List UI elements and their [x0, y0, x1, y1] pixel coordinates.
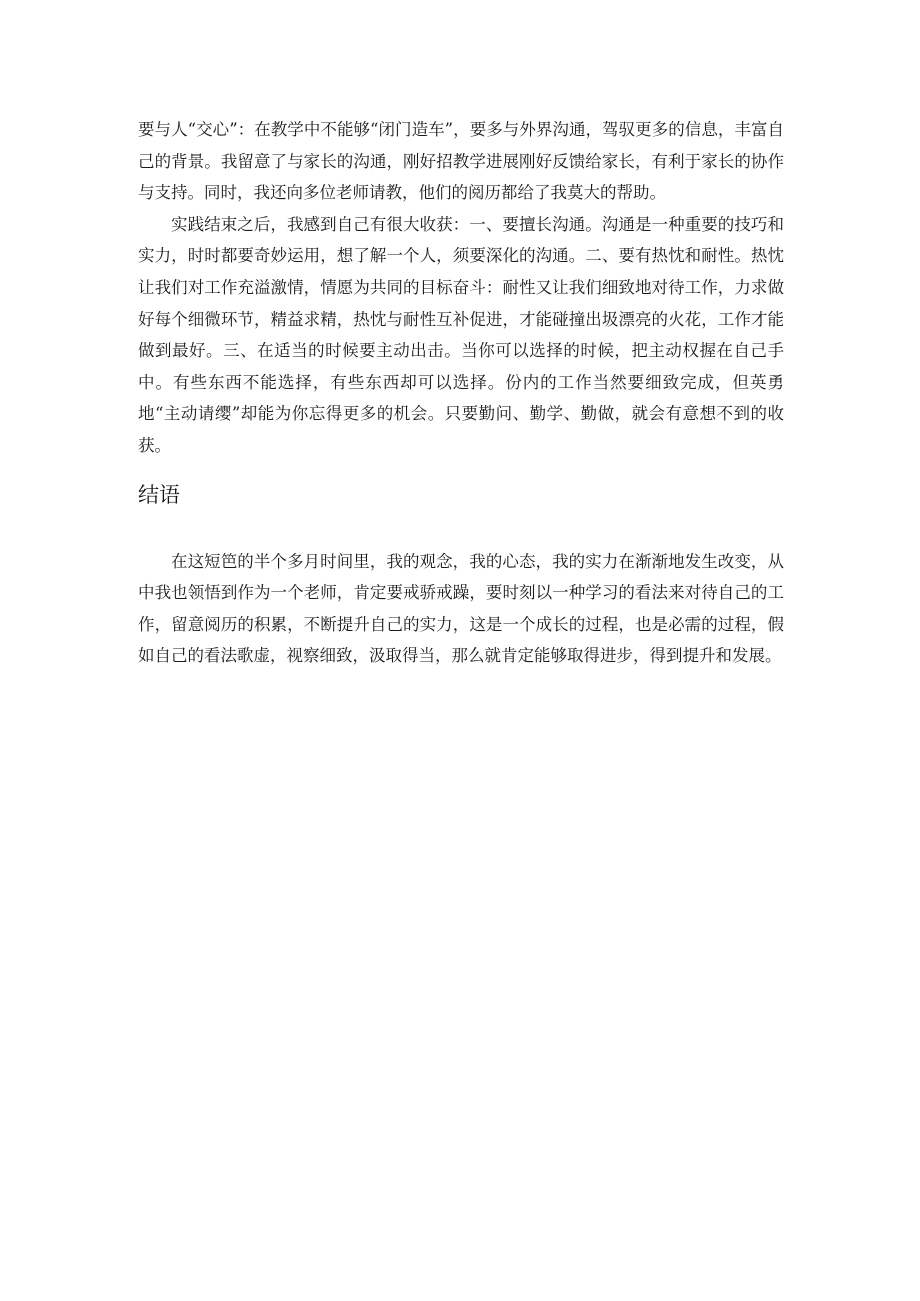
paragraph-conclusion: 在这短笆的半个多月时间里，我的观念，我的心态，我的实力在渐渐地发生改变，从中我也领悟到作为一个老师，肯定要戒骄戒躁，要时刻以一种学习的看法来对待自己的工作，留意阅历的积累，不断提升自己的实力，这是一个成长的过程，也是必需的过程，假如自己的看法歌虚，视察细致，汲取得当，那么就肯定能够取得进步，得到提升和发展。: [138, 551, 784, 666]
paragraph-communication: 要与人“交心”：在教学中不能够“闭门造车”，要多与外界沟通，驾驭更多的信息，丰富自己的背景。我留意了与家长的沟通，刚好招教学进展刚好反馈给家长，有利于家长的协作与支持。同时，我还向多位老师请教，他们的阅历都给了我莫大的帮助。: [138, 120, 784, 203]
document-body: [138, 114, 784, 672]
paragraph-gains: 实践结束之后，我感到自己有很大收获：一、要擅长沟通。沟通是一种重要的技巧和实力，时时都要奇妙运用，想了解一个人，须要深化的沟通。二、要有热忱和耐性。热忱让我们对工作充溢激情，情愿为共同的目标奋斗：耐性又让我们细致地对待工作，力求做好每个细微环节，精益求精，热忱与耐性互补促进，才能碰撞出圾漂亮的火花，工作才能做到最好。三、在适当的时候要主动出击。当你可以选择的时候，把主动权握在自己手中。有些东西不能选择，有些东西却可以选择。份内的工作当然要细致完成，但英勇地“主动请缨”却能为你忘得更多的机会。只要勤问、勤学、勤做，就会有意想不到的收获。: [138, 214, 784, 455]
section-heading-conclusion: 结语: [138, 482, 180, 507]
